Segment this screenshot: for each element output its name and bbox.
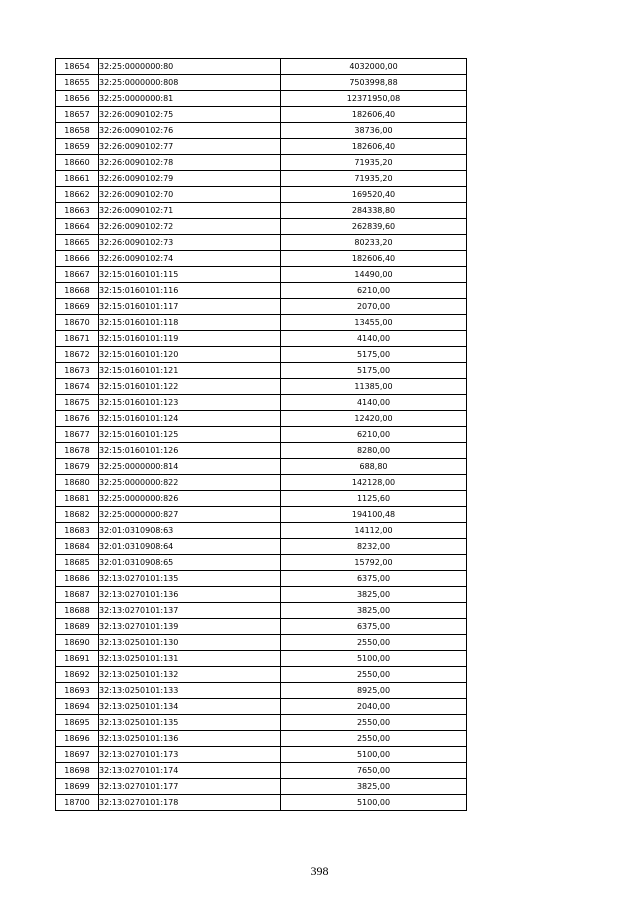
table-row xyxy=(56,683,467,699)
value-cell: 194100,48 xyxy=(281,507,467,523)
row-number-cell: 18686 xyxy=(56,571,99,587)
cadastral-number-cell: 32:13:0250101:135 xyxy=(99,715,281,731)
value-cell: 2550,00 xyxy=(281,715,467,731)
row-number-cell: 18680 xyxy=(56,475,99,491)
cadastral-number-cell: 32:26:0090102:78 xyxy=(99,155,281,171)
value-cell: 38736,00 xyxy=(281,123,467,139)
cadastral-number-cell: 32:15:0160101:117 xyxy=(99,299,281,315)
value-cell: 5100,00 xyxy=(281,651,467,667)
table-row xyxy=(56,171,467,187)
table-row xyxy=(56,251,467,267)
cadastral-number-cell: 32:26:0090102:74 xyxy=(99,251,281,267)
row-number-cell: 18673 xyxy=(56,363,99,379)
table-body xyxy=(56,59,467,811)
table-row xyxy=(56,555,467,571)
row-number-cell: 18659 xyxy=(56,139,99,155)
value-cell: 8925,00 xyxy=(281,683,467,699)
row-number-cell: 18687 xyxy=(56,587,99,603)
cadastral-number-cell: 32:13:0270101:177 xyxy=(99,779,281,795)
table-row xyxy=(56,667,467,683)
value-cell: 2040,00 xyxy=(281,699,467,715)
value-cell: 2550,00 xyxy=(281,731,467,747)
value-cell: 2550,00 xyxy=(281,635,467,651)
row-number-cell: 18663 xyxy=(56,203,99,219)
row-number-cell: 18671 xyxy=(56,331,99,347)
row-number-cell: 18670 xyxy=(56,315,99,331)
value-cell: 13455,00 xyxy=(281,315,467,331)
value-cell: 2070,00 xyxy=(281,299,467,315)
table-row xyxy=(56,379,467,395)
value-cell: 3825,00 xyxy=(281,779,467,795)
table-row xyxy=(56,443,467,459)
cadastral-number-cell: 32:15:0160101:116 xyxy=(99,283,281,299)
cadastral-number-cell: 32:13:0270101:173 xyxy=(99,747,281,763)
cadastral-number-cell: 32:15:0160101:123 xyxy=(99,395,281,411)
value-cell: 12371950,08 xyxy=(281,91,467,107)
table-row xyxy=(56,651,467,667)
table-row xyxy=(56,299,467,315)
row-number-cell: 18689 xyxy=(56,619,99,635)
table-row xyxy=(56,139,467,155)
table-row xyxy=(56,187,467,203)
cadastral-number-cell: 32:01:0310908:65 xyxy=(99,555,281,571)
table-row xyxy=(56,619,467,635)
table-row xyxy=(56,699,467,715)
row-number-cell: 18654 xyxy=(56,59,99,75)
table-row xyxy=(56,155,467,171)
cadastral-number-cell: 32:13:0250101:134 xyxy=(99,699,281,715)
value-cell: 284338,80 xyxy=(281,203,467,219)
cadastral-number-cell: 32:25:0000000:814 xyxy=(99,459,281,475)
table-row xyxy=(56,635,467,651)
row-number-cell: 18666 xyxy=(56,251,99,267)
value-cell: 5100,00 xyxy=(281,747,467,763)
cadastral-number-cell: 32:26:0090102:79 xyxy=(99,171,281,187)
table-row xyxy=(56,363,467,379)
value-cell: 4140,00 xyxy=(281,331,467,347)
cadastral-number-cell: 32:01:0310908:63 xyxy=(99,523,281,539)
value-cell: 7503998,88 xyxy=(281,75,467,91)
value-cell: 3825,00 xyxy=(281,587,467,603)
row-number-cell: 18676 xyxy=(56,411,99,427)
table-row xyxy=(56,315,467,331)
value-cell: 6375,00 xyxy=(281,571,467,587)
value-cell: 5175,00 xyxy=(281,363,467,379)
row-number-cell: 18656 xyxy=(56,91,99,107)
cadastral-number-cell: 32:26:0090102:71 xyxy=(99,203,281,219)
table-row xyxy=(56,219,467,235)
row-number-cell: 18675 xyxy=(56,395,99,411)
value-cell: 2550,00 xyxy=(281,667,467,683)
cadastral-number-cell: 32:13:0250101:132 xyxy=(99,667,281,683)
cadastral-number-cell: 32:25:0000000:80 xyxy=(99,59,281,75)
cadastral-number-cell: 32:15:0160101:119 xyxy=(99,331,281,347)
table-row xyxy=(56,107,467,123)
value-cell: 14490,00 xyxy=(281,267,467,283)
cadastral-number-cell: 32:13:0270101:139 xyxy=(99,619,281,635)
table-row xyxy=(56,123,467,139)
cadastral-number-cell: 32:25:0000000:827 xyxy=(99,507,281,523)
cadastral-number-cell: 32:13:0270101:135 xyxy=(99,571,281,587)
page-number: 398 xyxy=(310,864,329,878)
value-cell: 5100,00 xyxy=(281,795,467,811)
table-row xyxy=(56,539,467,555)
table-row xyxy=(56,331,467,347)
row-number-cell: 18698 xyxy=(56,763,99,779)
row-number-cell: 18691 xyxy=(56,651,99,667)
table-row xyxy=(56,395,467,411)
table-row xyxy=(56,283,467,299)
cadastral-number-cell: 32:01:0310908:64 xyxy=(99,539,281,555)
value-cell: 4032000,00 xyxy=(281,59,467,75)
table-row xyxy=(56,571,467,587)
row-number-cell: 18690 xyxy=(56,635,99,651)
cadastral-number-cell: 32:26:0090102:73 xyxy=(99,235,281,251)
value-cell: 12420,00 xyxy=(281,411,467,427)
row-number-cell: 18665 xyxy=(56,235,99,251)
value-cell: 80233,20 xyxy=(281,235,467,251)
cadastral-number-cell: 32:15:0160101:124 xyxy=(99,411,281,427)
value-cell: 142128,00 xyxy=(281,475,467,491)
table-row xyxy=(56,75,467,91)
cadastral-number-cell: 32:25:0000000:81 xyxy=(99,91,281,107)
row-number-cell: 18677 xyxy=(56,427,99,443)
row-number-cell: 18683 xyxy=(56,523,99,539)
cadastral-number-cell: 32:13:0250101:133 xyxy=(99,683,281,699)
cadastral-number-cell: 32:13:0250101:130 xyxy=(99,635,281,651)
table-row xyxy=(56,491,467,507)
row-number-cell: 18658 xyxy=(56,123,99,139)
cadastral-number-cell: 32:25:0000000:822 xyxy=(99,475,281,491)
table-row xyxy=(56,763,467,779)
cadastral-number-cell: 32:15:0160101:122 xyxy=(99,379,281,395)
row-number-cell: 18672 xyxy=(56,347,99,363)
cadastral-number-cell: 32:25:0000000:808 xyxy=(99,75,281,91)
table-row xyxy=(56,459,467,475)
row-number-cell: 18692 xyxy=(56,667,99,683)
row-number-cell: 18674 xyxy=(56,379,99,395)
row-number-cell: 18695 xyxy=(56,715,99,731)
row-number-cell: 18668 xyxy=(56,283,99,299)
row-number-cell: 18678 xyxy=(56,443,99,459)
table-row xyxy=(56,731,467,747)
value-cell: 169520,40 xyxy=(281,187,467,203)
row-number-cell: 18700 xyxy=(56,795,99,811)
row-number-cell: 18681 xyxy=(56,491,99,507)
cadastral-number-cell: 32:15:0160101:121 xyxy=(99,363,281,379)
cadastral-number-cell: 32:25:0000000:826 xyxy=(99,491,281,507)
table-row xyxy=(56,747,467,763)
value-cell: 182606,40 xyxy=(281,107,467,123)
row-number-cell: 18664 xyxy=(56,219,99,235)
table-row xyxy=(56,235,467,251)
value-cell: 15792,00 xyxy=(281,555,467,571)
table-row xyxy=(56,347,467,363)
cadastral-number-cell: 32:26:0090102:76 xyxy=(99,123,281,139)
table-row xyxy=(56,795,467,811)
value-cell: 5175,00 xyxy=(281,347,467,363)
row-number-cell: 18657 xyxy=(56,107,99,123)
value-cell: 6210,00 xyxy=(281,283,467,299)
row-number-cell: 18679 xyxy=(56,459,99,475)
value-cell: 8232,00 xyxy=(281,539,467,555)
table-row xyxy=(56,523,467,539)
value-cell: 14112,00 xyxy=(281,523,467,539)
row-number-cell: 18684 xyxy=(56,539,99,555)
cadastral-number-cell: 32:13:0250101:136 xyxy=(99,731,281,747)
row-number-cell: 18669 xyxy=(56,299,99,315)
cadastral-number-cell: 32:13:0270101:137 xyxy=(99,603,281,619)
value-cell: 7650,00 xyxy=(281,763,467,779)
cadastral-number-cell: 32:15:0160101:125 xyxy=(99,427,281,443)
value-cell: 182606,40 xyxy=(281,139,467,155)
table-row xyxy=(56,587,467,603)
cadastral-number-cell: 32:26:0090102:75 xyxy=(99,107,281,123)
value-cell: 1125,60 xyxy=(281,491,467,507)
cadastral-number-cell: 32:26:0090102:72 xyxy=(99,219,281,235)
value-cell: 262839,60 xyxy=(281,219,467,235)
table-row xyxy=(56,715,467,731)
cadastral-number-cell: 32:26:0090102:70 xyxy=(99,187,281,203)
cadastral-number-cell: 32:13:0270101:136 xyxy=(99,587,281,603)
table-row xyxy=(56,779,467,795)
row-number-cell: 18699 xyxy=(56,779,99,795)
row-number-cell: 18660 xyxy=(56,155,99,171)
cadastral-number-cell: 32:26:0090102:77 xyxy=(99,139,281,155)
row-number-cell: 18685 xyxy=(56,555,99,571)
row-number-cell: 18696 xyxy=(56,731,99,747)
table-row xyxy=(56,411,467,427)
row-number-cell: 18667 xyxy=(56,267,99,283)
row-number-cell: 18662 xyxy=(56,187,99,203)
cadastral-number-cell: 32:15:0160101:115 xyxy=(99,267,281,283)
value-cell: 4140,00 xyxy=(281,395,467,411)
table-row xyxy=(56,427,467,443)
row-number-cell: 18661 xyxy=(56,171,99,187)
table-row xyxy=(56,475,467,491)
cadastral-number-cell: 32:13:0250101:131 xyxy=(99,651,281,667)
row-number-cell: 18655 xyxy=(56,75,99,91)
cadastral-number-cell: 32:13:0270101:178 xyxy=(99,795,281,811)
table-row xyxy=(56,507,467,523)
cadastral-number-cell: 32:13:0270101:174 xyxy=(99,763,281,779)
value-cell: 71935,20 xyxy=(281,171,467,187)
value-cell: 6210,00 xyxy=(281,427,467,443)
cadastral-number-cell: 32:15:0160101:118 xyxy=(99,315,281,331)
data-table xyxy=(55,58,467,811)
row-number-cell: 18688 xyxy=(56,603,99,619)
value-cell: 71935,20 xyxy=(281,155,467,171)
value-cell: 6375,00 xyxy=(281,619,467,635)
row-number-cell: 18694 xyxy=(56,699,99,715)
row-number-cell: 18682 xyxy=(56,507,99,523)
value-cell: 3825,00 xyxy=(281,603,467,619)
value-cell: 11385,00 xyxy=(281,379,467,395)
cadastral-number-cell: 32:15:0160101:126 xyxy=(99,443,281,459)
value-cell: 688,80 xyxy=(281,459,467,475)
table-row xyxy=(56,203,467,219)
value-cell: 8280,00 xyxy=(281,443,467,459)
row-number-cell: 18693 xyxy=(56,683,99,699)
table-row xyxy=(56,59,467,75)
value-cell: 182606,40 xyxy=(281,251,467,267)
table-row xyxy=(56,267,467,283)
table-row xyxy=(56,91,467,107)
cadastral-number-cell: 32:15:0160101:120 xyxy=(99,347,281,363)
table-row xyxy=(56,603,467,619)
row-number-cell: 18697 xyxy=(56,747,99,763)
